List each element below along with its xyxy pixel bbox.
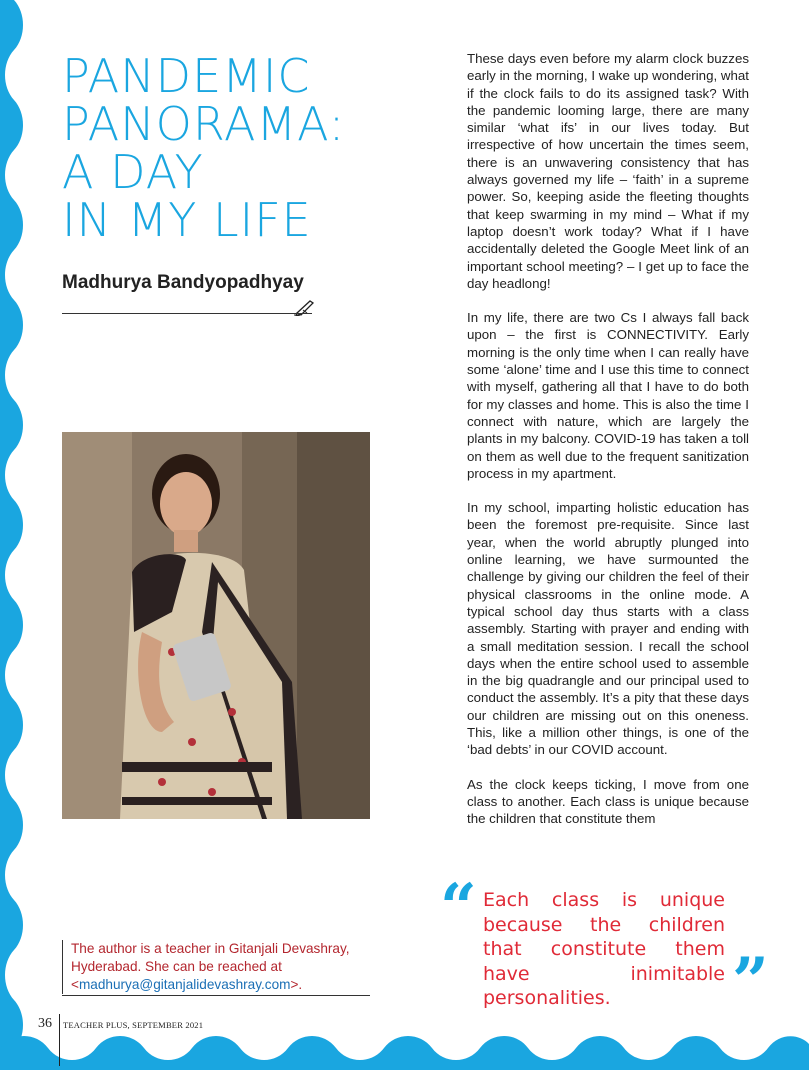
bio-line: The author is a teacher in Gitanjali Devashray, [71, 941, 350, 956]
title-line: IN MY LIFE [62, 193, 312, 247]
title-line: PANDEMIC [62, 49, 311, 103]
body-paragraph: In my school, imparting holistic education has been the foremost pre-requisite. Since last year, when the world abruptly plunged into online learning, we have surmounted the challenge by giving our children the feel of their physical classrooms in the online mode. A typical school day thus starts with a class assembly. Starting with prayer and ending with a small meditation session. I recall the school days when the entire school used to assemble in the big quadrangle and our principal used to conduct the assembly. It’s a pity that these days our children are missing out on this oneness. This, like a million other things, is one of the ‘bad debts’ in our COVID account. [467, 500, 749, 758]
publication-line: TEACHER PLUS, SEPTEMBER 2021 [63, 1020, 204, 1030]
body-paragraph: These days even before my alarm clock buzzes early in the morning, I wake up wondering, what if the clock fails to do its assigned task? With the pandemic looming large, there are many similar ‘what ifs’ in our lives today. But irrespective of how uncertain the times seem, there is an unwavering consistency that has always governed my life – ‘faith’ in a supreme power. So, keeping aside the fleeting thoughts that keep swarming in my mind – What if my laptop doesn’t work today? What if I have accidentally deleted the Google Meet link of an important school meeting? – I get up to face the day headlong! [467, 51, 749, 291]
email-bracket: < [71, 977, 79, 992]
bio-divider [62, 995, 370, 996]
body-paragraph: As the clock keeps ticking, I move from one class to another. Each class is unique because the children that constitute them [467, 776, 749, 827]
author-photo [62, 432, 370, 819]
bio-contact [71, 976, 371, 994]
wavy-bottom-border [0, 1024, 809, 1070]
article-body [467, 50, 749, 844]
email-bracket: >. [290, 977, 303, 992]
close-quote-icon: ” [732, 944, 769, 1019]
article-title [62, 49, 452, 247]
bio-line: Hyderabad. She can be reached at [71, 959, 282, 974]
author-email-link[interactable]: madhurya@gitanjalidevashray.com [78, 977, 291, 992]
author-bio [62, 940, 371, 994]
page-number: 36 [38, 1016, 52, 1031]
title-line: A DAY [62, 145, 204, 199]
author-divider [62, 313, 312, 314]
author-byline: Madhurya Bandyopadhyay [62, 272, 304, 293]
wavy-left-border [0, 0, 40, 1070]
pull-quote-text: Each class is unique because the children that constitute them have inimitable personalities. [483, 889, 725, 1009]
footer-divider [59, 1014, 60, 1066]
title-line: PANORAMA: [62, 97, 346, 151]
pull-quote [440, 870, 770, 1019]
open-quote-icon: “ [440, 870, 477, 945]
body-paragraph: In my life, there are two Cs I always fall back upon – the first is CONNECTIVITY. Early morning is the only time when I can really have some ‘alone’ time and I use this time to connect with myself, gathering all that I have to do both for my classes and home. This is also the time I connect with nature, which are largely the plants in my balcony. COVID-19 has taken a toll on them as well due to the frequent sanitization process in my apartment. [467, 310, 749, 481]
